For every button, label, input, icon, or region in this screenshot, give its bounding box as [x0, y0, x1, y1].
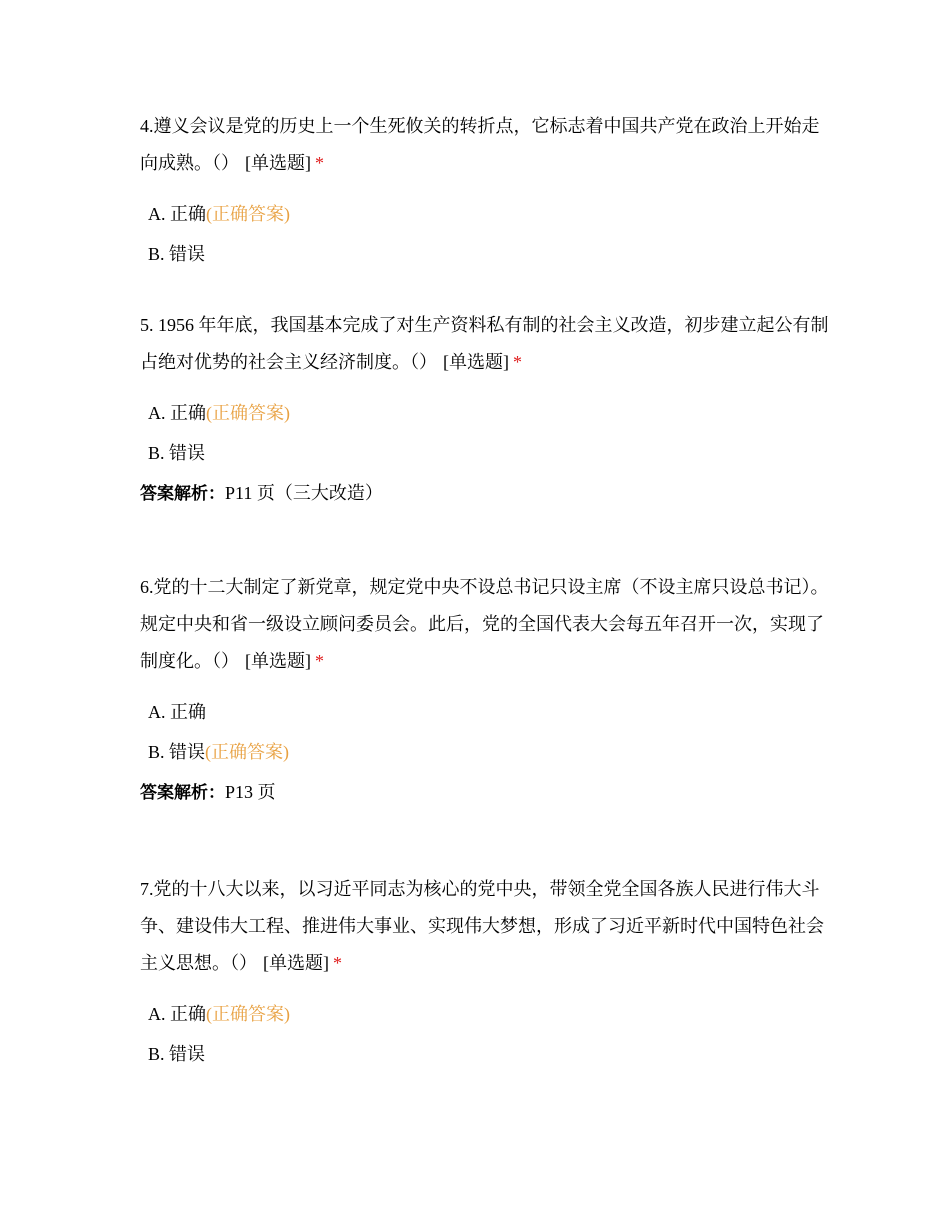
- question-type: [单选题]: [245, 651, 311, 671]
- option-b: B. 错误: [148, 443, 206, 463]
- analysis-text: P11 页（三大改造）: [225, 483, 383, 503]
- option-a: A. 正确(正确答案): [148, 204, 290, 224]
- question-4: [140, 108, 830, 266]
- question-5: [140, 307, 830, 506]
- question-7: [140, 871, 830, 1066]
- required-marker: *: [315, 153, 324, 173]
- correct-answer-tag: (正确答案): [206, 204, 290, 224]
- analysis-text: P13 页: [225, 782, 276, 802]
- question-text: 7.党的十八大以来，以习近平同志为核心的党中央，带领全党全国各族人民进行伟大斗争、建设伟大工程、推进伟大事业、实现伟大梦想，形成了习近平新时代中国特色社会主义思想。（） [单选题] *: [140, 879, 824, 973]
- answer-analysis: [140, 780, 830, 805]
- correct-answer-tag: (正确答案): [206, 403, 290, 423]
- correct-answer-tag: (正确答案): [206, 1004, 290, 1024]
- required-marker: *: [333, 953, 342, 973]
- analysis-label: 答案解析：: [140, 783, 225, 803]
- question-text: 4.遵义会议是党的历史上一个生死攸关的转折点，它标志着中国共产党在政治上开始走向成熟。（） [单选题] *: [140, 116, 820, 173]
- question-type: [单选题]: [245, 153, 311, 173]
- option-a: A. 正确(正确答案): [148, 1004, 290, 1024]
- option-a: A. 正确(正确答案): [148, 403, 290, 423]
- required-marker: *: [513, 352, 522, 372]
- analysis-label: 答案解析：: [140, 484, 225, 504]
- question-text: 5. 1956 年年底，我国基本完成了对生产资料私有制的社会主义改造，初步建立起公有制占绝对优势的社会主义经济制度。（） [单选题] *: [140, 315, 829, 372]
- option-a: A. 正确: [148, 702, 206, 722]
- required-marker: *: [315, 651, 324, 671]
- answer-analysis: [140, 481, 830, 506]
- option-b: B. 错误: [148, 244, 206, 264]
- correct-answer-tag: (正确答案): [205, 742, 290, 762]
- question-type: [单选题]: [263, 953, 329, 973]
- option-b: B. 错误(正确答案): [148, 742, 290, 762]
- question-text: 6.党的十二大制定了新党章，规定党中央不设总书记只设主席（不设主席只设总书记）。规定中央和省一级设立顾问委员会。此后，党的全国代表大会每五年召开一次，实现了制度化。（） [单选题] *: [140, 577, 829, 671]
- option-b: B. 错误: [148, 1044, 206, 1064]
- question-type: [单选题]: [443, 352, 509, 372]
- question-6: [140, 569, 830, 805]
